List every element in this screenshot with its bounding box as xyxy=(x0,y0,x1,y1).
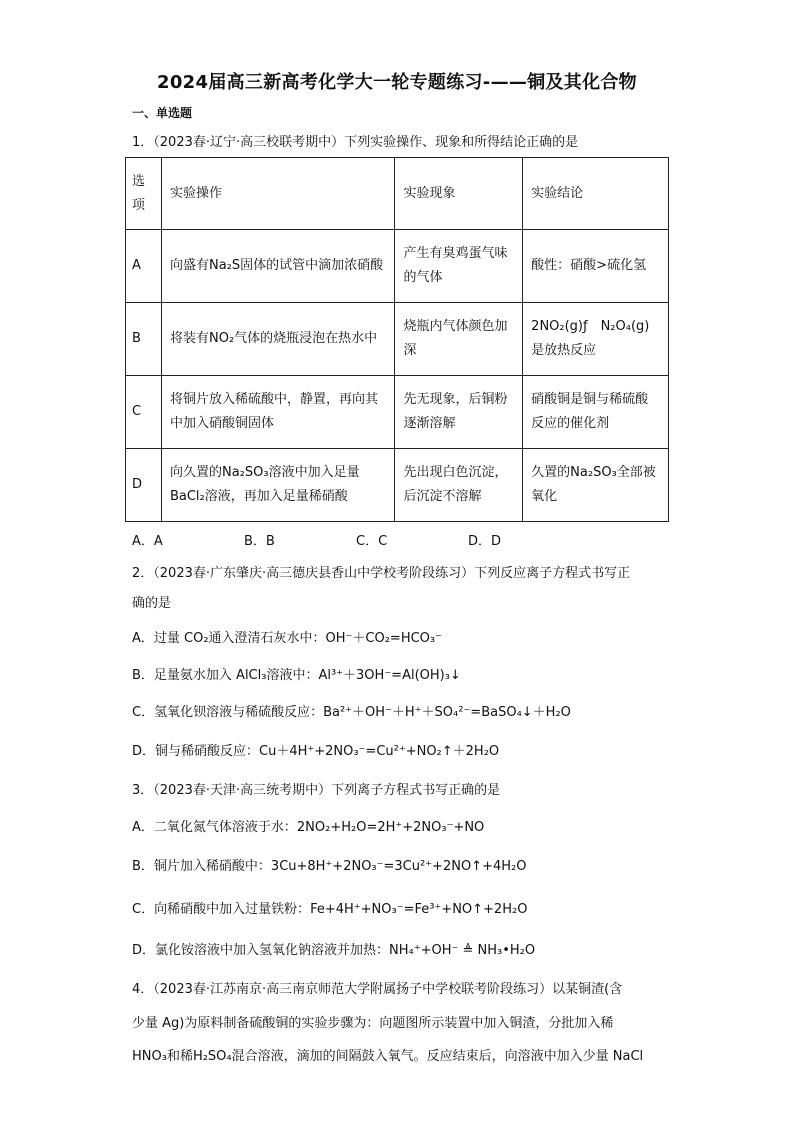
table-row xyxy=(126,230,669,303)
table-header-phenomenon: 实验现象 xyxy=(395,158,523,230)
table-row xyxy=(126,303,669,376)
table-cell: 烧瓶内气体颜色加深 xyxy=(395,303,523,376)
question-1-stem: 1．（2023春·辽宁·高三校联考期中）下列实验操作、现象和所得结论正确的是 xyxy=(132,135,579,150)
table-cell: 酸性：硝酸>硫化氢 xyxy=(523,230,669,303)
question-2-option-d: D．铜与稀硝酸反应：Cu＋4H⁺+2NO₃⁻=Cu²⁺+NO₂↑＋2H₂O xyxy=(132,744,500,759)
question-4-stem-cont-2: HNO₃和稀H₂SO₄混合溶液，滴加的间隔鼓入氧气。反应结束后，向溶液中加入少量 NaCl xyxy=(132,1049,644,1064)
table-cell: 先出现白色沉淀，后沉淀不溶解 xyxy=(395,449,523,522)
table-row xyxy=(126,449,669,522)
table-cell: 产生有臭鸡蛋气味的气体 xyxy=(395,230,523,303)
question-4-stem-cont: 少量 Ag)为原料制备硫酸铜的实验步骤为：向题图所示装置中加入铜渣，分批加入稀 xyxy=(132,1016,614,1031)
question-2-option-c: C．氢氧化钡溶液与稀硫酸反应：Ba²⁺＋OH⁻＋H⁺＋SO₄²⁻=BaSO₄↓＋H₂O xyxy=(132,705,571,720)
table-header-operation: 实验操作 xyxy=(161,158,394,230)
option-c: C．C xyxy=(356,534,388,549)
question-3-stem: 3．（2023春·天津·高三统考期中）下列离子方程式书写正确的是 xyxy=(132,783,501,798)
question-3-option-b: B．铜片加入稀硝酸中：3Cu+8H⁺+2NO₃⁻=3Cu²⁺+2NO↑+4H₂O xyxy=(132,859,527,874)
option-b: B．B xyxy=(244,534,275,549)
table-cell: 硝酸铜是铜与稀硫酸反应的催化剂 xyxy=(523,376,669,449)
question-3-option-c: C．向稀硝酸中加入过量铁粉：Fe+4H⁺+NO₃⁻=Fe³⁺+NO↑+2H₂O xyxy=(132,902,528,917)
question-2-stem: 2．（2023春·广东肇庆·高三德庆县香山中学校考阶段练习）下列反应离子方程式书写正 xyxy=(132,566,631,581)
table-header-option: 选项 xyxy=(126,158,162,230)
table-cell: 将装有NO₂气体的烧瓶浸泡在热水中 xyxy=(161,303,394,376)
section-heading: 一、单选题 xyxy=(132,106,193,120)
option-a: A．A xyxy=(132,534,163,549)
table-cell: D xyxy=(126,449,162,522)
question-1-table xyxy=(125,157,669,522)
question-3-option-a: A．二氧化氮气体溶液于水：2NO₂+H₂O=2H⁺+2NO₃⁻+NO xyxy=(132,820,485,835)
table-header-conclusion: 实验结论 xyxy=(523,158,669,230)
page-title: 2024届高三新高考化学大一轮专题练习-——铜及其化合物 xyxy=(157,72,637,93)
table-cell: A xyxy=(126,230,162,303)
table-cell: C xyxy=(126,376,162,449)
question-4-stem: 4．（2023春·江苏南京·高三南京师范大学附属扬子中学校联考阶段练习）以某铜渣(含 xyxy=(132,982,623,997)
table-cell: 先无现象，后铜粉逐渐溶解 xyxy=(395,376,523,449)
question-1-options xyxy=(132,530,580,549)
question-2-option-b: B．足量氨水加入 AlCl₃溶液中：Al³⁺＋3OH⁻=Al(OH)₃↓ xyxy=(132,668,461,683)
table-cell: 向盛有Na₂S固体的试管中滴加浓硝酸 xyxy=(161,230,394,303)
table-cell: 向久置的Na₂SO₃溶液中加入足量BaCl₂溶液，再加入足量稀硝酸 xyxy=(161,449,394,522)
question-3-option-d: D．氯化铵溶液中加入氢氧化钠溶液并加热：NH₄⁺+OH⁻ ≜ NH₃•H₂O xyxy=(132,943,536,958)
question-2-stem-cont: 确的是 xyxy=(132,596,172,611)
question-2-option-a: A．过量 CO₂通入澄清石灰水中：OH⁻＋CO₂=HCO₃⁻ xyxy=(132,631,442,646)
table-cell: 久置的Na₂SO₃全部被氧化 xyxy=(523,449,669,522)
table-cell: 2NO₂(g)ƒ N₂O₄(g)是放热反应 xyxy=(523,303,669,376)
table-row xyxy=(126,376,669,449)
table-cell: 将铜片放入稀硫酸中，静置，再向其中加入硝酸铜固体 xyxy=(161,376,394,449)
option-d: D．D xyxy=(468,534,502,549)
table-header-row xyxy=(126,158,669,230)
table-cell: B xyxy=(126,303,162,376)
